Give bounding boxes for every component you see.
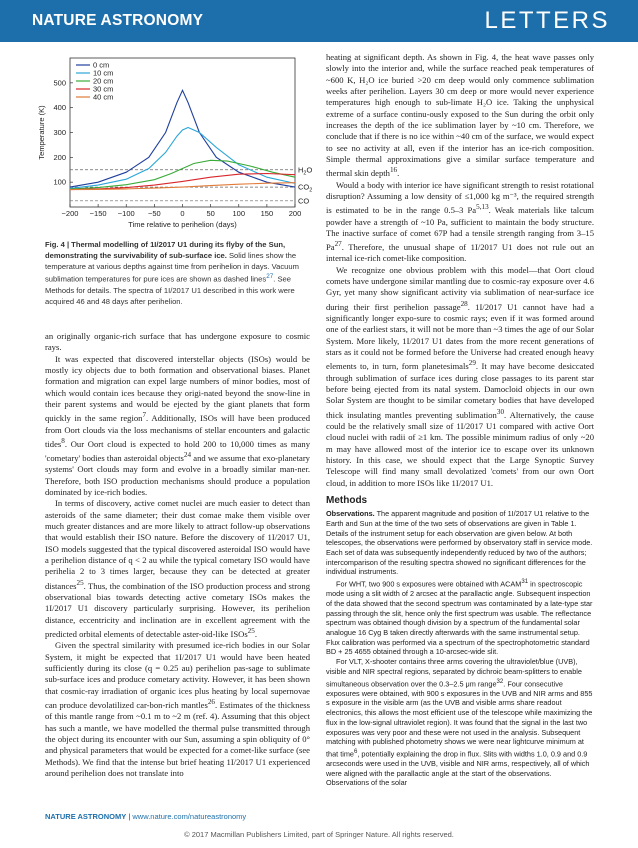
journal-name: NATURE ASTRONOMY xyxy=(32,12,204,29)
x-tick-label: 200 xyxy=(288,209,302,218)
legend-label: 20 cm xyxy=(93,76,114,86)
citation-link[interactable]: 32 xyxy=(496,677,504,685)
citation-link[interactable]: 8 xyxy=(61,436,65,445)
runin-heading: Observations. xyxy=(326,509,375,519)
legend-label: 40 cm xyxy=(93,92,114,102)
citation-link[interactable]: 27 xyxy=(334,240,342,249)
y-tick-label: 400 xyxy=(53,103,66,113)
citation-link[interactable]: 16 xyxy=(389,166,398,175)
citation-link[interactable]: 6 xyxy=(353,747,358,755)
temperature-chart xyxy=(30,52,313,242)
y-tick-label: 300 xyxy=(53,128,66,137)
paragraph: Would a body with interior ice have significant strength to resist rotational disruption? Assuming a low density of ≤1,000 kg m⁻³, the required strength is estimated to be in the range 0.5–3 Pa$^{5,13}$. Weak materials like talcum powder have a strength of ~10 Pa, sufficient to maintain the body structure. The inactive surface of comet 67P had a tensile strength ranging from 3–15 Pa$^{27}$. Therefore, the unusual shape of 1I/2017 U1 does not rule out an internal ice-rich comet-like composition. xyxy=(326,179,594,264)
paragraph: an originally organic-rich surface that has undergone exposure to cosmic rays. xyxy=(45,331,310,353)
header-bar xyxy=(0,0,638,42)
caption-text: Solid lines show the temperature at various depths against time from perihelion in days. Vacuum sublimation temperatures for pure ices are shown as dashed lines xyxy=(45,250,299,284)
legend-label: 30 cm xyxy=(93,84,114,94)
y-axis-label: Temperature (K) xyxy=(37,105,46,160)
right-column xyxy=(326,52,594,788)
footer-journal: NATURE ASTRONOMY xyxy=(45,812,127,821)
left-column xyxy=(45,331,310,779)
paragraph: We recognize one obvious problem with this model—that Oort cloud comets have undergone similar mantling due to cosmic-ray exposure over 4.6 Gyr, yet many show significant activity via sublimation of near-surface ice during their first perihelion passage$^{28}$. 1I/2017 U1 cannot have had a significantly longer expo-sure to cosmic rays; even if it was formed around one of the earliest stars, it will not be more than ~3 times the age of our Solar System. More likely, 1I/2017 U1 dates from the more recent generations of stars as it could not be formed before the Universe had created enough heavy elements to, in turn, form planetesimals$^{29}$. It may have become desiccated through sublimation of surface ices during close passages to its parent star before being ejected from its natal system. Damocloid objects in our own Solar System are thought to be similar cometary bodies that have developed thick insulating mantles preventing sublimation$^{30}$. Alternatively, the cause could be the relatively small size of 1I/2017 U1 compared with active Oort cloud nuclei with radii of ≥1 km. The possible minimum radius of only ~20 m may have allowed most of the interior ice to escape over its unknown history. In this case, we should expect that the Large Synoptic Survey Telescope will find many small devolatized 'comets' from our own Oort cloud, in addition to more ISOs like 1I/2017 U1. xyxy=(326,264,595,488)
figure-caption xyxy=(45,240,310,307)
paragraph: It was expected that discovered interstellar objects (ISOs) would be mostly icy objects due to both formation and observational biases. Planet formation and migration can expel large numbers of minor bodies, most of which would contain ices because they origi-nated beyond the snow-line in their parent systems and would be ejected by the giant planets that form quickly in the same region$^7$. Additionally, ISOs will have been produced from Oort clouds via the loss mechanisms of stellar encounters and galactic tides$^8$. Our Oort cloud is expected to hold 200 to 10,000 times as many 'cometary' bodies than asteroidal objects$^{24}$ and we assume that exo-planetary systems' Oort clouds may form and evolve in a broadly similar man-ner. Therefore, both ISO production mechanisms should produce a population dominated by ice-rich bodies. xyxy=(45,353,310,498)
x-tick-label: −50 xyxy=(148,209,161,218)
paragraph: In terms of discovery, active comet nuclei are much easier to detect than asteroids of the same diameter; their dust comae make them visible over much greater distances and are more likely to attract follow-up observations that would establish their ISO nature. Before the discovery of 1I/2017 U1, ISO models suggested that the typical discovered asteroidal ISO would have a perihelion distance of q < 2 au while the typical cometary ISO would have perihelia 2 to 3 times larger, because they can be detected at greater distances$^{25}$. Thus, the combination of the ISO production process and strong observational bias towards detecting active cometary ISOs makes the 1I/2017 U1 discovery particularly surprising. However, its perihelion distance, eccentricity and inclination are in excellent agreement with the predicted orbital elements of detectable aster-oid-like ISOs$^{25}$. xyxy=(45,498,310,639)
paragraph: Observations. The apparent magnitude and position of 1I/2017 U1 relative to the Earth and Sun at the time of the two sets of observations are given in Table 1. Details of the instrument setup for each observation are given below. At both telescopes, the observations were performed by observatory staff in service mode. Each set of data was subsequently independently reduced by two of the authors; intercomparison of the resulting spectra showed no significant differences for the individual instruments. xyxy=(326,509,593,577)
x-tick-label: 0 xyxy=(180,209,185,218)
sublimation-label-co2: $CO_2$ xyxy=(298,182,313,194)
citation-link[interactable]: 29 xyxy=(468,359,476,368)
citation-link[interactable]: 27 xyxy=(266,273,274,281)
x-tick-label: 50 xyxy=(206,209,215,218)
citation-link[interactable]: 25 xyxy=(76,578,84,587)
paragraph: heating at significant depth. As shown in Fig. 4, the heat wave passes only slowly into the interior and, while the surface reached peak temperatures of ~600 K, H₂O ice buried >20 cm deep would only commence sublimation weeks after perihelion. Layers 30 cm deep or more would never experience temperatures high enough to sub-limate H₂O ice. Taking the unphysical extreme of a surface continu-ously exposed to the Sun during the orbit only increases the depth of the ice sublimation layer by ~10 cm. Therefore, we conclude that if there is no ice within ~40 cm of the surface, we would expect to see no activity at all, even if the interior has an ice-rich composition. Simple thermal approximations give a similar surface temperature and thermal skin depth$^{16}$. xyxy=(326,52,594,179)
x-axis-label: Time relative to perihelion (days) xyxy=(128,220,237,229)
paragraph: For VLT, X-shooter contains three arms covering the ultraviolet/blue (UVB), visible and NIR spectral regions, separated by dichroic beam-splitters to enable simultaneous observation over the 0.3–2.5 μm range$^{32}$. Four consecutive exposures were obtained, with 900 s exposures in the UVB and NIR arms and 855 s exposure in the visible arm (as the UVB and visible arms share readout electronics, this allows the most efficient use of the telescope while maximizing the flux in the low-signal ultraviolet region). It was found that the signal in the last two exposures was very poor and these were not used in the analysis. Subsequent matching with published photometry shows we were near lightcurve minimum at that time$^6$, potentially explaining the drop in flux. Slits with widths 1.0, 0.9 and 0.9 arcseconds were used in the UVB, visible and NIR arms, respectively, all of which were aligned with the parallactic angle at the start of the observations. Observations of the solar xyxy=(326,657,593,788)
methods-heading: Methods xyxy=(326,494,368,506)
legend-label: 10 cm xyxy=(93,68,114,78)
table-link[interactable]: 1 xyxy=(570,518,575,528)
x-tick-label: 150 xyxy=(260,209,274,218)
citation-link[interactable]: 7 xyxy=(142,411,147,420)
x-tick-label: −200 xyxy=(61,209,79,218)
caption-text: . See Methods for details. The spectra of 1I/2017 U1 described in this work were acquired 46 and 48 days after perihelion. xyxy=(45,274,295,306)
section-label: LETTERS xyxy=(484,7,610,34)
copyright-notice: © 2017 Macmillan Publishers Limited, part of Springer Nature. All rights reserved. xyxy=(184,830,454,839)
figure-4 xyxy=(30,52,313,252)
citation-link[interactable]: 31 xyxy=(521,578,529,586)
x-tick-label: 100 xyxy=(232,209,246,218)
citation-link[interactable]: 5,13 xyxy=(476,203,489,212)
x-tick-label: −150 xyxy=(89,209,107,218)
sublimation-label-co: CO xyxy=(298,196,310,206)
methods-section xyxy=(326,509,594,788)
figure-link[interactable]: 4 xyxy=(491,52,497,62)
citation-link[interactable]: 24 xyxy=(183,451,192,460)
caption-lead: Fig. 4 | Thermal modelling of 1I/2017 U1 during its flyby of the Sun, demonstrating the survivability of sub-surface ice. xyxy=(45,240,286,260)
citation-link[interactable]: 26 xyxy=(207,697,215,706)
citation-link[interactable]: 30 xyxy=(496,407,505,416)
legend-label: 0 cm xyxy=(93,60,110,70)
y-tick-label: 200 xyxy=(53,152,66,162)
series-line-10cm xyxy=(70,128,295,189)
series-line-0cm xyxy=(70,90,295,187)
paragraph: Given the spectral similarity with presumed ice-rich bodies in our Solar System, it might be expected that 1I/2017 U1 would have been heated sufficiently during its close (q = 0.25 au) perihelion pas-sage to sublimate sub-surface ices and produce cometary activity. However, it has been shown that cosmic-ray irradiation of organic ices plus heating by local supernovae can produce devolatilized car-bon-rich mantles$^{26}$. Estimates of the thickness of this mantle range from ~0.1 m to ~2 m (ref. 4). Assuming that this object has such a mantle, we have modelled the thermal pulse transmitted through the object during its encounter with our Sun, assuming a spin obliquity of 0° and physical parameters that would be expected for a comet-like surface (see Methods). We find that the intense but brief heating 1I/2017 U1 experienced around perihelion does not translate into xyxy=(45,640,310,778)
y-tick-label: 500 xyxy=(53,78,66,88)
citation-link[interactable]: 4 xyxy=(210,711,215,722)
citation-link[interactable]: 28 xyxy=(460,299,468,308)
journal-link[interactable]: www.nature.com/natureastronomy xyxy=(132,812,247,821)
citation-link[interactable]: 25 xyxy=(247,627,255,636)
x-tick-label: −100 xyxy=(117,209,135,218)
page-footer xyxy=(45,812,246,821)
y-tick-label: 100 xyxy=(53,177,66,187)
paragraph: For WHT, two 900 s exposures were obtained with ACAM$^{31}$ in spectroscopic mode using a slit width of 2 arcsec at the parallactic angle. Subsequent inspection of the data showed that the second spectrum was contaminated by a late-type star passing through the slit, hence only the first spectrum was usable. The reflectance spectrum was obtained though division by a spectrum of the fundamental solar analogue 16 Cyg B taken directly afterwards with the same instrumental setup. Flux calibration was performed via a spectrum of the spectrophotometric standard BD + 25 4655 obtained through a 10-arcsec-wide slit. xyxy=(326,578,593,657)
sublimation-label-h2o: $H_2O$ xyxy=(298,165,313,177)
footer-separator: | xyxy=(126,812,133,821)
